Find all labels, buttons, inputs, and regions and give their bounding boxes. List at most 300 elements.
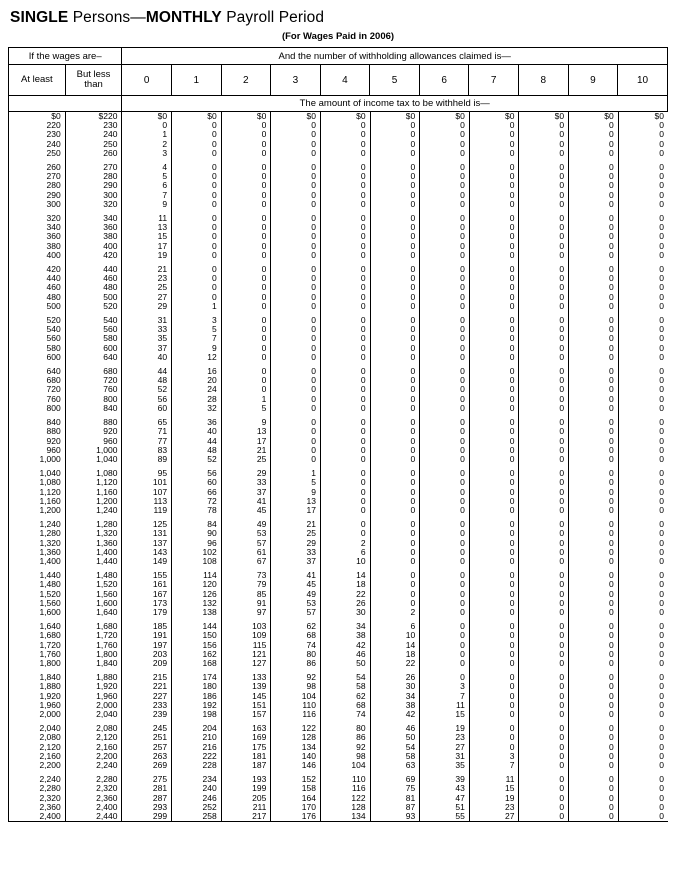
cell-withhold-9: 0 bbox=[569, 488, 619, 497]
cell-withhold-8: 0 bbox=[519, 548, 569, 557]
table-header bbox=[8, 47, 668, 112]
cell-withhold-2: 0 bbox=[221, 140, 271, 149]
cell-at-least: 1,040 bbox=[9, 469, 66, 478]
cell-withhold-6: 0 bbox=[420, 529, 470, 538]
cell-at-least: 250 bbox=[9, 149, 66, 158]
cell-withhold-6: 0 bbox=[420, 242, 470, 251]
cell-withhold-0: 11 bbox=[122, 214, 172, 223]
cell-withhold-9: 0 bbox=[569, 191, 619, 200]
cell-withhold-8: 0 bbox=[519, 121, 569, 130]
cell-withhold-5: 0 bbox=[370, 316, 420, 325]
cell-withhold-10: 0 bbox=[618, 724, 668, 733]
cell-withhold-1: 102 bbox=[172, 548, 222, 557]
cell-withhold-8: 0 bbox=[519, 265, 569, 274]
cell-withhold-10: 0 bbox=[618, 469, 668, 478]
cell-withhold-8: 0 bbox=[519, 149, 569, 158]
cell-withhold-5: 42 bbox=[370, 710, 420, 719]
cell-withhold-6: 0 bbox=[420, 497, 470, 506]
cell-withhold-0: 245 bbox=[122, 724, 172, 733]
cell-withhold-10: 0 bbox=[618, 784, 668, 793]
cell-at-least: 1,240 bbox=[9, 520, 66, 529]
cell-withhold-0: 71 bbox=[122, 427, 172, 436]
cell-withhold-8: 0 bbox=[519, 682, 569, 691]
table-body-wrap bbox=[0, 112, 676, 822]
cell-withhold-5: 0 bbox=[370, 367, 420, 376]
cell-withhold-5: 34 bbox=[370, 692, 420, 701]
cell-withhold-0: 239 bbox=[122, 710, 172, 719]
cell-but-less-than: 2,280 bbox=[65, 775, 122, 784]
cell-withhold-0: 269 bbox=[122, 761, 172, 770]
cell-withhold-10: 0 bbox=[618, 557, 668, 566]
cell-withhold-0: 40 bbox=[122, 353, 172, 362]
cell-withhold-6: 15 bbox=[420, 710, 470, 719]
cell-withhold-10: 0 bbox=[618, 794, 668, 803]
cell-withhold-10: 0 bbox=[618, 641, 668, 650]
cell-withhold-7: 0 bbox=[469, 557, 519, 566]
cell-withhold-7: 0 bbox=[469, 733, 519, 742]
header-at-least: At least bbox=[9, 65, 66, 96]
cell-withhold-1: 0 bbox=[172, 265, 222, 274]
cell-withhold-1: 0 bbox=[172, 251, 222, 260]
cell-withhold-2: 61 bbox=[221, 548, 271, 557]
cell-withhold-10: 0 bbox=[618, 488, 668, 497]
cell-withhold-9: 0 bbox=[569, 172, 619, 181]
cell-but-less-than: 400 bbox=[65, 242, 122, 251]
cell-withhold-8: 0 bbox=[519, 344, 569, 353]
cell-withhold-2: 79 bbox=[221, 580, 271, 589]
cell-withhold-3: 0 bbox=[271, 251, 321, 260]
cell-withhold-6: 31 bbox=[420, 752, 470, 761]
cell-withhold-10: 0 bbox=[618, 283, 668, 292]
cell-at-least: 480 bbox=[9, 293, 66, 302]
cell-withhold-5: 0 bbox=[370, 580, 420, 589]
cell-withhold-4: 30 bbox=[320, 608, 370, 617]
cell-withhold-4: $0 bbox=[320, 112, 370, 121]
cell-withhold-2: 0 bbox=[221, 353, 271, 362]
cell-but-less-than: 540 bbox=[65, 316, 122, 325]
cell-withhold-9: 0 bbox=[569, 437, 619, 446]
cell-withhold-10: 0 bbox=[618, 631, 668, 640]
cell-withhold-4: 0 bbox=[320, 232, 370, 241]
cell-withhold-2: 0 bbox=[221, 172, 271, 181]
cell-withhold-9: 0 bbox=[569, 223, 619, 232]
cell-withhold-5: 0 bbox=[370, 497, 420, 506]
header-but-less-line2: than bbox=[84, 79, 103, 90]
table-row bbox=[9, 812, 669, 822]
cell-withhold-2: 145 bbox=[221, 692, 271, 701]
cell-withhold-9: 0 bbox=[569, 404, 619, 413]
cell-withhold-4: 0 bbox=[320, 325, 370, 334]
cell-withhold-0: 131 bbox=[122, 529, 172, 538]
table-row bbox=[9, 557, 669, 566]
header-allowances-label: And the number of withholding allowances claimed is— bbox=[122, 48, 668, 65]
cell-withhold-0: $0 bbox=[122, 112, 172, 121]
cell-withhold-4: 74 bbox=[320, 710, 370, 719]
cell-withhold-6: 0 bbox=[420, 622, 470, 631]
cell-withhold-0: 6 bbox=[122, 181, 172, 190]
cell-withhold-1: 174 bbox=[172, 673, 222, 682]
cell-withhold-2: 85 bbox=[221, 590, 271, 599]
table-row bbox=[9, 506, 669, 515]
cell-withhold-9: 0 bbox=[569, 367, 619, 376]
cell-withhold-6: 0 bbox=[420, 427, 470, 436]
cell-withhold-10: 0 bbox=[618, 200, 668, 209]
cell-withhold-9: 0 bbox=[569, 590, 619, 599]
cell-withhold-9: 0 bbox=[569, 274, 619, 283]
title-persons: Persons— bbox=[68, 9, 146, 26]
cell-but-less-than: 2,240 bbox=[65, 761, 122, 770]
cell-withhold-2: 199 bbox=[221, 784, 271, 793]
cell-withhold-4: 0 bbox=[320, 223, 370, 232]
cell-withhold-8: 0 bbox=[519, 631, 569, 640]
header-allowance-5: 5 bbox=[370, 65, 420, 96]
cell-withhold-3: 140 bbox=[271, 752, 321, 761]
cell-withhold-6: 0 bbox=[420, 385, 470, 394]
cell-withhold-6: 0 bbox=[420, 580, 470, 589]
cell-withhold-4: 0 bbox=[320, 478, 370, 487]
cell-withhold-6: 27 bbox=[420, 743, 470, 752]
cell-withhold-2: 181 bbox=[221, 752, 271, 761]
cell-withhold-8: 0 bbox=[519, 692, 569, 701]
cell-withhold-4: 2 bbox=[320, 539, 370, 548]
cell-withhold-5: 0 bbox=[370, 344, 420, 353]
cell-at-least: 2,160 bbox=[9, 752, 66, 761]
cell-withhold-0: 89 bbox=[122, 455, 172, 464]
cell-at-least: 360 bbox=[9, 232, 66, 241]
cell-withhold-10: 0 bbox=[618, 130, 668, 139]
cell-at-least: 240 bbox=[9, 140, 66, 149]
cell-withhold-5: 0 bbox=[370, 520, 420, 529]
cell-withhold-9: 0 bbox=[569, 334, 619, 343]
cell-withhold-7: 0 bbox=[469, 353, 519, 362]
header-allowance-3: 3 bbox=[271, 65, 321, 96]
cell-but-less-than: 1,160 bbox=[65, 488, 122, 497]
cell-withhold-4: 0 bbox=[320, 242, 370, 251]
cell-withhold-1: 210 bbox=[172, 733, 222, 742]
cell-withhold-10: 0 bbox=[618, 367, 668, 376]
cell-withhold-6: 0 bbox=[420, 274, 470, 283]
cell-withhold-7: 0 bbox=[469, 659, 519, 668]
cell-withhold-4: 26 bbox=[320, 599, 370, 608]
cell-withhold-7: 0 bbox=[469, 367, 519, 376]
cell-withhold-1: 0 bbox=[172, 191, 222, 200]
cell-withhold-10: 0 bbox=[618, 395, 668, 404]
cell-withhold-3: 0 bbox=[271, 172, 321, 181]
cell-withhold-8: 0 bbox=[519, 784, 569, 793]
cell-withhold-3: 0 bbox=[271, 283, 321, 292]
cell-withhold-7: 0 bbox=[469, 223, 519, 232]
cell-withhold-0: 125 bbox=[122, 520, 172, 529]
cell-withhold-1: 126 bbox=[172, 590, 222, 599]
cell-at-least: 2,400 bbox=[9, 812, 66, 822]
cell-withhold-4: 54 bbox=[320, 673, 370, 682]
cell-withhold-4: 0 bbox=[320, 367, 370, 376]
cell-withhold-7: 0 bbox=[469, 743, 519, 752]
cell-withhold-7: 0 bbox=[469, 446, 519, 455]
cell-withhold-2: 41 bbox=[221, 497, 271, 506]
cell-but-less-than: 270 bbox=[65, 163, 122, 172]
cell-withhold-6: 0 bbox=[420, 130, 470, 139]
cell-withhold-4: 0 bbox=[320, 316, 370, 325]
cell-withhold-7: 0 bbox=[469, 497, 519, 506]
cell-withhold-6: 0 bbox=[420, 539, 470, 548]
cell-withhold-3: 45 bbox=[271, 580, 321, 589]
cell-withhold-0: 263 bbox=[122, 752, 172, 761]
cell-withhold-10: 0 bbox=[618, 404, 668, 413]
cell-withhold-7: 0 bbox=[469, 692, 519, 701]
cell-but-less-than: 600 bbox=[65, 344, 122, 353]
cell-withhold-3: 0 bbox=[271, 427, 321, 436]
cell-withhold-5: 69 bbox=[370, 775, 420, 784]
cell-at-least: 230 bbox=[9, 130, 66, 139]
cell-withhold-0: 203 bbox=[122, 650, 172, 659]
cell-withhold-1: 0 bbox=[172, 242, 222, 251]
cell-but-less-than: 300 bbox=[65, 191, 122, 200]
cell-but-less-than: 520 bbox=[65, 302, 122, 311]
cell-but-less-than: 290 bbox=[65, 181, 122, 190]
cell-withhold-4: 0 bbox=[320, 172, 370, 181]
cell-withhold-1: 24 bbox=[172, 385, 222, 394]
cell-withhold-6: 0 bbox=[420, 520, 470, 529]
cell-withhold-3: 0 bbox=[271, 316, 321, 325]
cell-withhold-0: 37 bbox=[122, 344, 172, 353]
cell-withhold-7: 0 bbox=[469, 163, 519, 172]
cell-withhold-5: 0 bbox=[370, 140, 420, 149]
cell-withhold-8: 0 bbox=[519, 761, 569, 770]
cell-withhold-3: 57 bbox=[271, 608, 321, 617]
cell-withhold-5: 0 bbox=[370, 334, 420, 343]
cell-withhold-0: 149 bbox=[122, 557, 172, 566]
cell-withhold-8: 0 bbox=[519, 724, 569, 733]
cell-withhold-3: 104 bbox=[271, 692, 321, 701]
cell-withhold-2: 91 bbox=[221, 599, 271, 608]
cell-withhold-10: 0 bbox=[618, 149, 668, 158]
cell-withhold-5: 50 bbox=[370, 733, 420, 742]
cell-withhold-5: 0 bbox=[370, 385, 420, 394]
cell-withhold-10: 0 bbox=[618, 571, 668, 580]
cell-but-less-than: 1,800 bbox=[65, 650, 122, 659]
table-row bbox=[9, 302, 669, 311]
cell-withhold-6: 0 bbox=[420, 293, 470, 302]
cell-withhold-1: 48 bbox=[172, 446, 222, 455]
cell-withhold-7: 0 bbox=[469, 455, 519, 464]
cell-at-least: $0 bbox=[9, 112, 66, 121]
cell-withhold-3: 122 bbox=[271, 724, 321, 733]
cell-at-least: 1,960 bbox=[9, 701, 66, 710]
cell-withhold-1: 138 bbox=[172, 608, 222, 617]
cell-withhold-2: 115 bbox=[221, 641, 271, 650]
cell-but-less-than: 320 bbox=[65, 200, 122, 209]
cell-withhold-4: 38 bbox=[320, 631, 370, 640]
cell-withhold-3: 0 bbox=[271, 130, 321, 139]
cell-withhold-9: 0 bbox=[569, 283, 619, 292]
cell-withhold-9: 0 bbox=[569, 650, 619, 659]
cell-withhold-7: 0 bbox=[469, 631, 519, 640]
cell-withhold-9: 0 bbox=[569, 181, 619, 190]
cell-withhold-7: 0 bbox=[469, 641, 519, 650]
cell-withhold-5: 81 bbox=[370, 794, 420, 803]
cell-withhold-2: 217 bbox=[221, 812, 271, 822]
cell-withhold-9: 0 bbox=[569, 149, 619, 158]
cell-withhold-9: 0 bbox=[569, 395, 619, 404]
cell-withhold-2: 157 bbox=[221, 710, 271, 719]
cell-but-less-than: 1,080 bbox=[65, 469, 122, 478]
cell-withhold-9: 0 bbox=[569, 659, 619, 668]
cell-but-less-than: 420 bbox=[65, 251, 122, 260]
cell-withhold-7: 27 bbox=[469, 812, 519, 822]
cell-withhold-5: 0 bbox=[370, 418, 420, 427]
cell-withhold-3: 17 bbox=[271, 506, 321, 515]
cell-withhold-2: 13 bbox=[221, 427, 271, 436]
cell-withhold-3: 128 bbox=[271, 733, 321, 742]
cell-at-least: 400 bbox=[9, 251, 66, 260]
cell-withhold-4: 128 bbox=[320, 803, 370, 812]
cell-withhold-0: 17 bbox=[122, 242, 172, 251]
table-row bbox=[9, 404, 669, 413]
cell-but-less-than: 1,480 bbox=[65, 571, 122, 580]
cell-but-less-than: 340 bbox=[65, 214, 122, 223]
header-allowance-8: 8 bbox=[518, 65, 568, 96]
cell-withhold-3: 0 bbox=[271, 149, 321, 158]
cell-withhold-5: 0 bbox=[370, 214, 420, 223]
cell-at-least: 1,080 bbox=[9, 478, 66, 487]
cell-withhold-7: 0 bbox=[469, 293, 519, 302]
cell-withhold-4: 50 bbox=[320, 659, 370, 668]
cell-withhold-2: 0 bbox=[221, 149, 271, 158]
cell-withhold-9: 0 bbox=[569, 599, 619, 608]
cell-at-least: 2,000 bbox=[9, 710, 66, 719]
cell-withhold-7: 0 bbox=[469, 710, 519, 719]
cell-at-least: 1,600 bbox=[9, 608, 66, 617]
cell-withhold-7: 0 bbox=[469, 200, 519, 209]
cell-withhold-4: 46 bbox=[320, 650, 370, 659]
cell-withhold-2: 187 bbox=[221, 761, 271, 770]
cell-withhold-3: 98 bbox=[271, 682, 321, 691]
cell-withhold-7: 0 bbox=[469, 344, 519, 353]
cell-withhold-4: 104 bbox=[320, 761, 370, 770]
cell-withhold-1: 198 bbox=[172, 710, 222, 719]
cell-withhold-0: 48 bbox=[122, 376, 172, 385]
cell-withhold-0: 15 bbox=[122, 232, 172, 241]
cell-withhold-6: 0 bbox=[420, 455, 470, 464]
cell-withhold-6: 0 bbox=[420, 121, 470, 130]
cell-but-less-than: 2,000 bbox=[65, 701, 122, 710]
cell-but-less-than: 260 bbox=[65, 149, 122, 158]
cell-but-less-than: 1,200 bbox=[65, 497, 122, 506]
cell-at-least: 640 bbox=[9, 367, 66, 376]
cell-withhold-7: 0 bbox=[469, 529, 519, 538]
cell-withhold-9: 0 bbox=[569, 743, 619, 752]
cell-but-less-than: 460 bbox=[65, 274, 122, 283]
cell-withhold-5: 0 bbox=[370, 469, 420, 478]
cell-withhold-6: 0 bbox=[420, 659, 470, 668]
cell-withhold-8: 0 bbox=[519, 743, 569, 752]
cell-withhold-1: 234 bbox=[172, 775, 222, 784]
cell-withhold-3: 158 bbox=[271, 784, 321, 793]
cell-withhold-6: 0 bbox=[420, 673, 470, 682]
cell-withhold-8: 0 bbox=[519, 140, 569, 149]
cell-withhold-6: 43 bbox=[420, 784, 470, 793]
cell-withhold-4: 0 bbox=[320, 181, 370, 190]
cell-withhold-4: 68 bbox=[320, 701, 370, 710]
cell-withhold-2: 17 bbox=[221, 437, 271, 446]
cell-withhold-2: 1 bbox=[221, 395, 271, 404]
cell-withhold-0: 101 bbox=[122, 478, 172, 487]
cell-withhold-9: 0 bbox=[569, 784, 619, 793]
cell-withhold-8: 0 bbox=[519, 529, 569, 538]
cell-withhold-3: 0 bbox=[271, 274, 321, 283]
cell-withhold-5: 0 bbox=[370, 599, 420, 608]
cell-withhold-10: 0 bbox=[618, 437, 668, 446]
cell-at-least: 580 bbox=[9, 344, 66, 353]
cell-withhold-6: 0 bbox=[420, 418, 470, 427]
cell-withhold-7: 0 bbox=[469, 418, 519, 427]
cell-withhold-9: 0 bbox=[569, 520, 619, 529]
cell-withhold-1: 180 bbox=[172, 682, 222, 691]
cell-withhold-5: 0 bbox=[370, 446, 420, 455]
cell-withhold-10: 0 bbox=[618, 121, 668, 130]
cell-withhold-9: 0 bbox=[569, 385, 619, 394]
cell-withhold-10: 0 bbox=[618, 334, 668, 343]
cell-withhold-5: 63 bbox=[370, 761, 420, 770]
cell-withhold-3: 1 bbox=[271, 469, 321, 478]
cell-withhold-4: 10 bbox=[320, 557, 370, 566]
cell-withhold-9: 0 bbox=[569, 631, 619, 640]
cell-withhold-9: 0 bbox=[569, 302, 619, 311]
cell-withhold-4: 134 bbox=[320, 812, 370, 822]
cell-withhold-10: 0 bbox=[618, 733, 668, 742]
cell-withhold-0: 1 bbox=[122, 130, 172, 139]
cell-withhold-8: 0 bbox=[519, 812, 569, 822]
header-allowance-7: 7 bbox=[469, 65, 519, 96]
cell-withhold-5: $0 bbox=[370, 112, 420, 121]
cell-withhold-5: 0 bbox=[370, 404, 420, 413]
cell-withhold-1: 90 bbox=[172, 529, 222, 538]
cell-withhold-1: 0 bbox=[172, 121, 222, 130]
cell-withhold-0: 161 bbox=[122, 580, 172, 589]
cell-at-least: 1,720 bbox=[9, 641, 66, 650]
cell-withhold-10: 0 bbox=[618, 590, 668, 599]
cell-withhold-0: 44 bbox=[122, 367, 172, 376]
cell-withhold-9: 0 bbox=[569, 251, 619, 260]
cell-withhold-2: 0 bbox=[221, 367, 271, 376]
cell-withhold-8: 0 bbox=[519, 488, 569, 497]
cell-withhold-3: 5 bbox=[271, 478, 321, 487]
cell-withhold-3: 9 bbox=[271, 488, 321, 497]
cell-withhold-0: 185 bbox=[122, 622, 172, 631]
cell-withhold-6: 0 bbox=[420, 395, 470, 404]
cell-withhold-0: 77 bbox=[122, 437, 172, 446]
cell-withhold-9: 0 bbox=[569, 724, 619, 733]
cell-withhold-7: 0 bbox=[469, 191, 519, 200]
cell-withhold-2: 97 bbox=[221, 608, 271, 617]
cell-withhold-4: 0 bbox=[320, 200, 370, 209]
cell-withhold-5: 0 bbox=[370, 529, 420, 538]
cell-withhold-0: 179 bbox=[122, 608, 172, 617]
cell-withhold-8: 0 bbox=[519, 376, 569, 385]
cell-withhold-0: 107 bbox=[122, 488, 172, 497]
cell-but-less-than: $220 bbox=[65, 112, 122, 121]
cell-withhold-10: 0 bbox=[618, 520, 668, 529]
cell-but-less-than: 1,000 bbox=[65, 446, 122, 455]
cell-withhold-6: 0 bbox=[420, 376, 470, 385]
cell-withhold-6: 0 bbox=[420, 325, 470, 334]
table-row bbox=[9, 200, 669, 209]
cell-withhold-9: 0 bbox=[569, 163, 619, 172]
cell-withhold-7: 0 bbox=[469, 140, 519, 149]
cell-withhold-6: 0 bbox=[420, 599, 470, 608]
cell-at-least: 2,240 bbox=[9, 775, 66, 784]
